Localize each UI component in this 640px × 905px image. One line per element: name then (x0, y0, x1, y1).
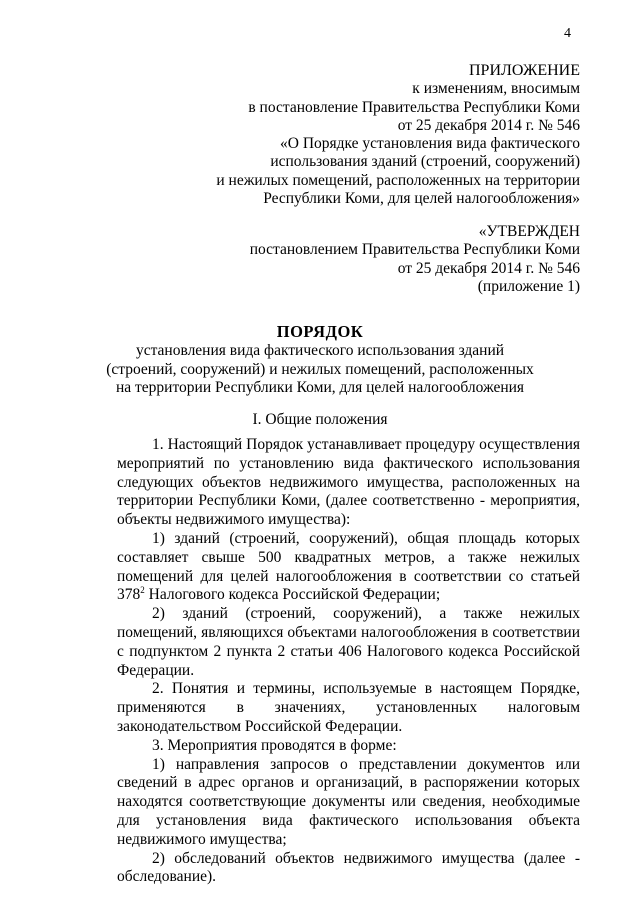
document-body (117, 436, 580, 887)
paragraph (117, 530, 580, 605)
approved-line: постановлением Правительства Республики Коми (249, 241, 580, 259)
paragraph: 1) направления запросов о представлении документов или сведений в адрес органов и организаций, в распоряжении которых находятся соответствующие документы или сведения, необходимые для установления вида фактического использования объекта недвижимого имущества; (117, 755, 580, 848)
paragraph: 1. Настоящий Порядок устанавливает процедуру осуществления мероприятий по установлению вида фактического использования следующих объектов недвижимого имущества, расположенных на территории Республики Коми, (далее соответственно - мероприятия, объекты недвижимого имущества): (117, 436, 580, 529)
appendix-line: от 25 декабря 2014 г. № 546 (397, 116, 580, 134)
approved-line: (приложение 1) (477, 277, 580, 295)
appendix-line: в постановление Правительства Республики Коми (248, 98, 580, 116)
footnote-superscript: 2 (140, 585, 145, 596)
approved-line: от 25 декабря 2014 г. № 546 (397, 259, 580, 277)
paragraph: 2. Понятия и термины, используемые в настоящем Порядке, применяются в значениях, установленных налоговым законодательством Российской Федерации. (117, 680, 580, 735)
appendix-line: к изменениям, вносимым (412, 80, 580, 98)
section-title: I. Общие положения (252, 411, 388, 428)
appendix-header (160, 62, 580, 208)
appendix-line: и нежилых помещений, расположенных на территории (216, 171, 580, 189)
paragraph-text: 1) зданий (строений, сооружений), общая площадь которых составляет свыше 500 квадратных метров, а также нежилых помещений для целей налогообложения в соответствии со статьей 378 (117, 529, 580, 604)
appendix-line: «О Порядке установления вида фактического (280, 135, 580, 153)
appendix-title: ПРИЛОЖЕНИЕ (468, 62, 580, 79)
paragraph: 3. Мероприятия проводятся в форме: (152, 736, 397, 754)
document-title: ПОРЯДОК (276, 322, 364, 341)
paragraph-text-tail: Налогового кодекса Российской Федерации; (144, 586, 441, 604)
approval-stamp-text (160, 223, 580, 296)
paragraph: 2) зданий (строений, сооружений), а также нежилых помещений, являющихся объектами налогообложения в соответствии с подпунктом 2 пункта 2 статьи 406 Налогового кодекса Российской Федерации. (117, 605, 580, 679)
paragraph: 2) обследований объектов недвижимого имущества (далее - обследование). (117, 849, 580, 886)
document-subtitle: установления вида фактического использования зданий (строений, сооружений) и нежилых помещений, расположенных на территории Республики Коми, для целей налогообложения (106, 342, 534, 396)
appendix-line: использования зданий (строений, сооружений) (270, 153, 580, 171)
approved-line: «УТВЕРЖДЕН (478, 223, 580, 240)
page-number: 4 (564, 26, 571, 41)
appendix-line: Республики Коми, для целей налогообложения» (263, 190, 580, 208)
